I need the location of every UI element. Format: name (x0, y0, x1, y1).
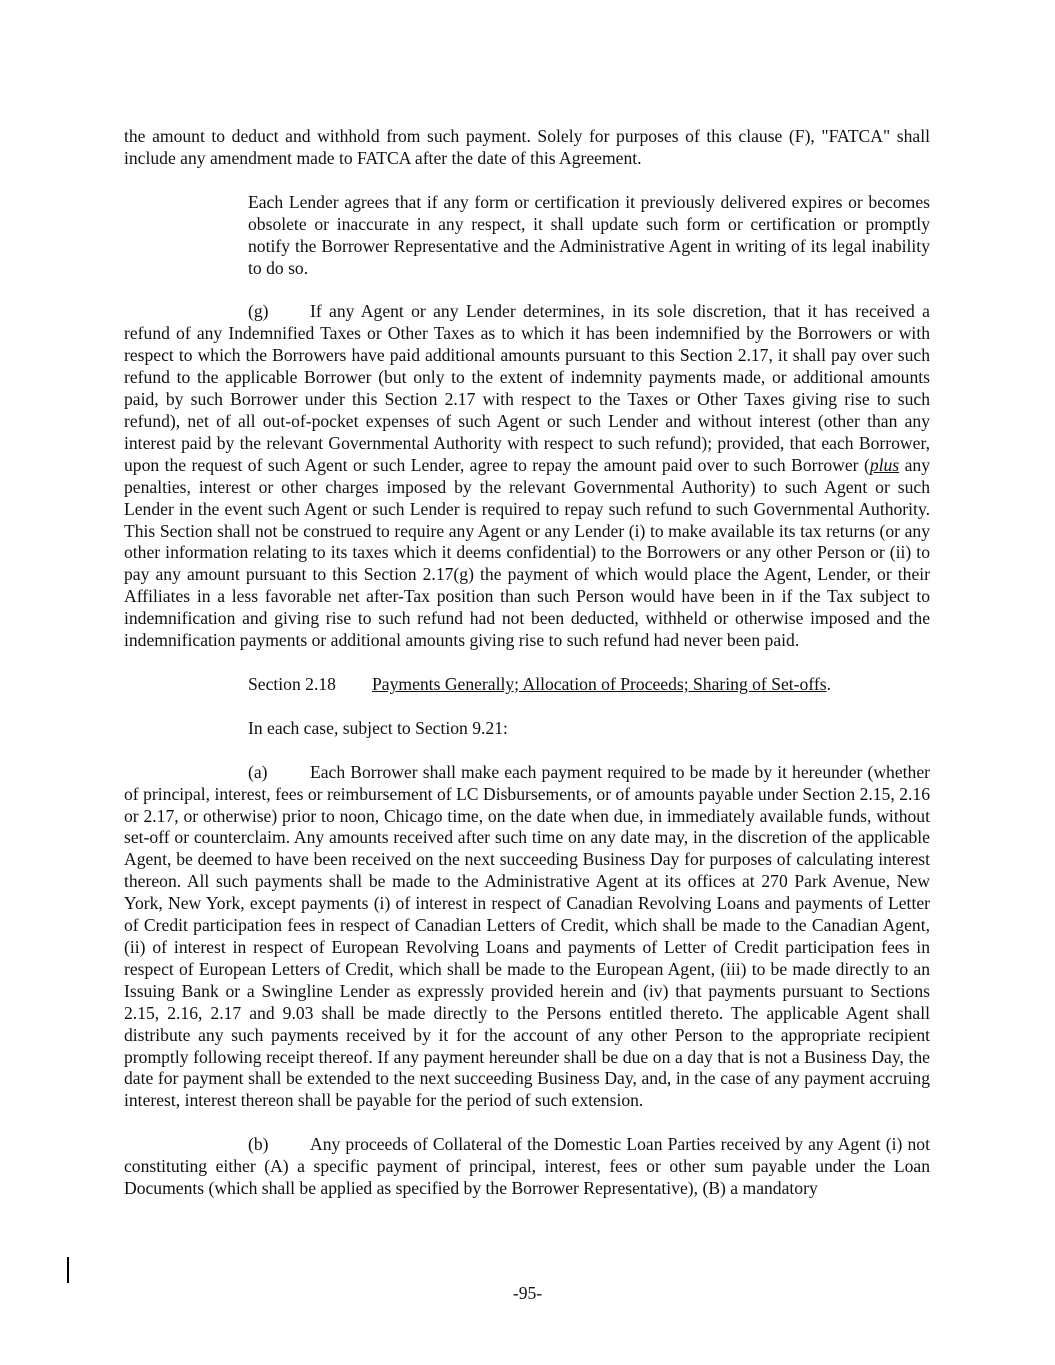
paragraph-a-text: Each Borrower shall make each payment required to be made by it hereunder (whether of principal, interest, fees or reimbursement of LC Disbursements, or of amounts payable under Section 2.15, 2.16 or 2.17, or otherwise) prior to noon, Chicago time, on the date when due, in immediately available funds, without set-off or counterclaim. Any amounts received after such time on any date may, in the discretion of the applicable Agent, be deemed to have been received on the next succeeding Business Day for purposes of calculating interest thereon. All such payments shall be made to the Administrative Agent at its offices at 270 Park Avenue, New York, New York, except payments (i) of interest in respect of Canadian Revolving Loans and payments of Letter of Credit participation fees in respect of Canadian Letters of Credit, which shall be made to the Canadian Agent, (ii) of interest in respect of European Revolving Loans and payments of Letter of Credit participation fees in respect of European Letters of Credit, which shall be made to the European Agent, (iii) to be made directly to an Issuing Bank or a Swingline Lender as expressly provided herein and (iv) that payments pursuant to Sections 2.15, 2.16, 2.17 and 9.03 shall be made directly to the Persons entitled thereto. The applicable Agent shall distribute any such payments received by it for the account of any other Person to the appropriate recipient promptly following receipt thereof. If any payment hereunder shall be due on a day that is not a Business Day, the date for payment shall be extended to the next succeeding Business Day, and, in the case of any payment accruing interest, interest thereon shall be payable for the period of such extension. (124, 761, 930, 1111)
document-page (124, 126, 930, 1222)
paragraph-a-label: (a) (248, 761, 268, 782)
subject-line: In each case, subject to Section 9.21: (248, 717, 508, 738)
paragraph-g-text-after: any penalties, interest or other charges imposed by the relevant Governmental Authority) to such Agent or such Lender in the event such Agent or such Lender is required to repay such refund to such Governmental Authority. This Section shall not be construed to require any Agent or any Lender (i) to make available its tax returns (or any other information relating to its taxes which it deems confidential) to the Borrowers or any other Person or (ii) to pay any amount pursuant to this Section 2.17(g) the payment of which would place the Agent, Lender, or their Affiliates in a less favorable net after-Tax position than such Person would have been in if the Tax subject to indemnification and giving rise to such refund had not been deducted, withheld or otherwise imposed and the indemnification payments or additional amounts giving rise to such refund had never been paid. (124, 454, 930, 651)
paragraph-g-text-before: If any Agent or any Lender determines, in its sole discretion, that it has received a refund of any Indemnified Taxes or Other Taxes as to which it has been indemnified by the Borrowers or with respect to which the Borrowers have paid additional amounts pursuant to this Section 2.17, it shall pay over such refund to the applicable Borrower (but only to the extent of indemnity payments made, or additional amounts paid, by such Borrower under this Section 2.17 with respect to the Taxes or Other Taxes giving rise to such refund), net of all out-of-pocket expenses of such Agent or such Lender and without interest (other than any interest paid by the relevant Governmental Authority with respect to such refund); provided, that each Borrower, upon the request of such Agent or such Lender, agree to repay the amount paid over to such Borrower ( (124, 301, 930, 475)
paragraph-b-text: Any proceeds of Collateral of the Domestic Loan Parties received by any Agent (i) not constituting either (A) a specific payment of principal, interest, fees or other sum payable under the Loan Documents (which shall be applied as specified by the Borrower Representative), (B) a mandatory (124, 1134, 930, 1199)
continuation-paragraph: the amount to deduct and withhold from such payment. Solely for purposes of this clause (F), "FATCA" shall include any amendment made to FATCA after the date of this Agreement. (124, 126, 930, 168)
section-title: Payments Generally; Allocation of Proceeds; Sharing of Set-offs (372, 673, 827, 694)
section-number: Section 2.18 (248, 673, 336, 694)
section-heading (248, 674, 930, 696)
paragraph-g (124, 301, 930, 652)
paragraph-a (124, 762, 930, 1113)
page-number: -95- (512, 1283, 543, 1303)
paragraph-g-label: (g) (248, 301, 269, 322)
paragraph-g-emphasis: plus (869, 454, 900, 475)
paragraph-b-label: (b) (248, 1134, 269, 1155)
paragraph-b (124, 1134, 930, 1200)
change-bar (67, 1257, 69, 1283)
section-title-period: . (826, 673, 831, 694)
lender-update-paragraph: Each Lender agrees that if any form or certification it previously delivered expires or becomes obsolete or inaccurate in any respect, it shall update such form or certification or promptly notify the Borrower Representative and the Administrative Agent in writing of its legal inability to do so. (248, 191, 930, 278)
